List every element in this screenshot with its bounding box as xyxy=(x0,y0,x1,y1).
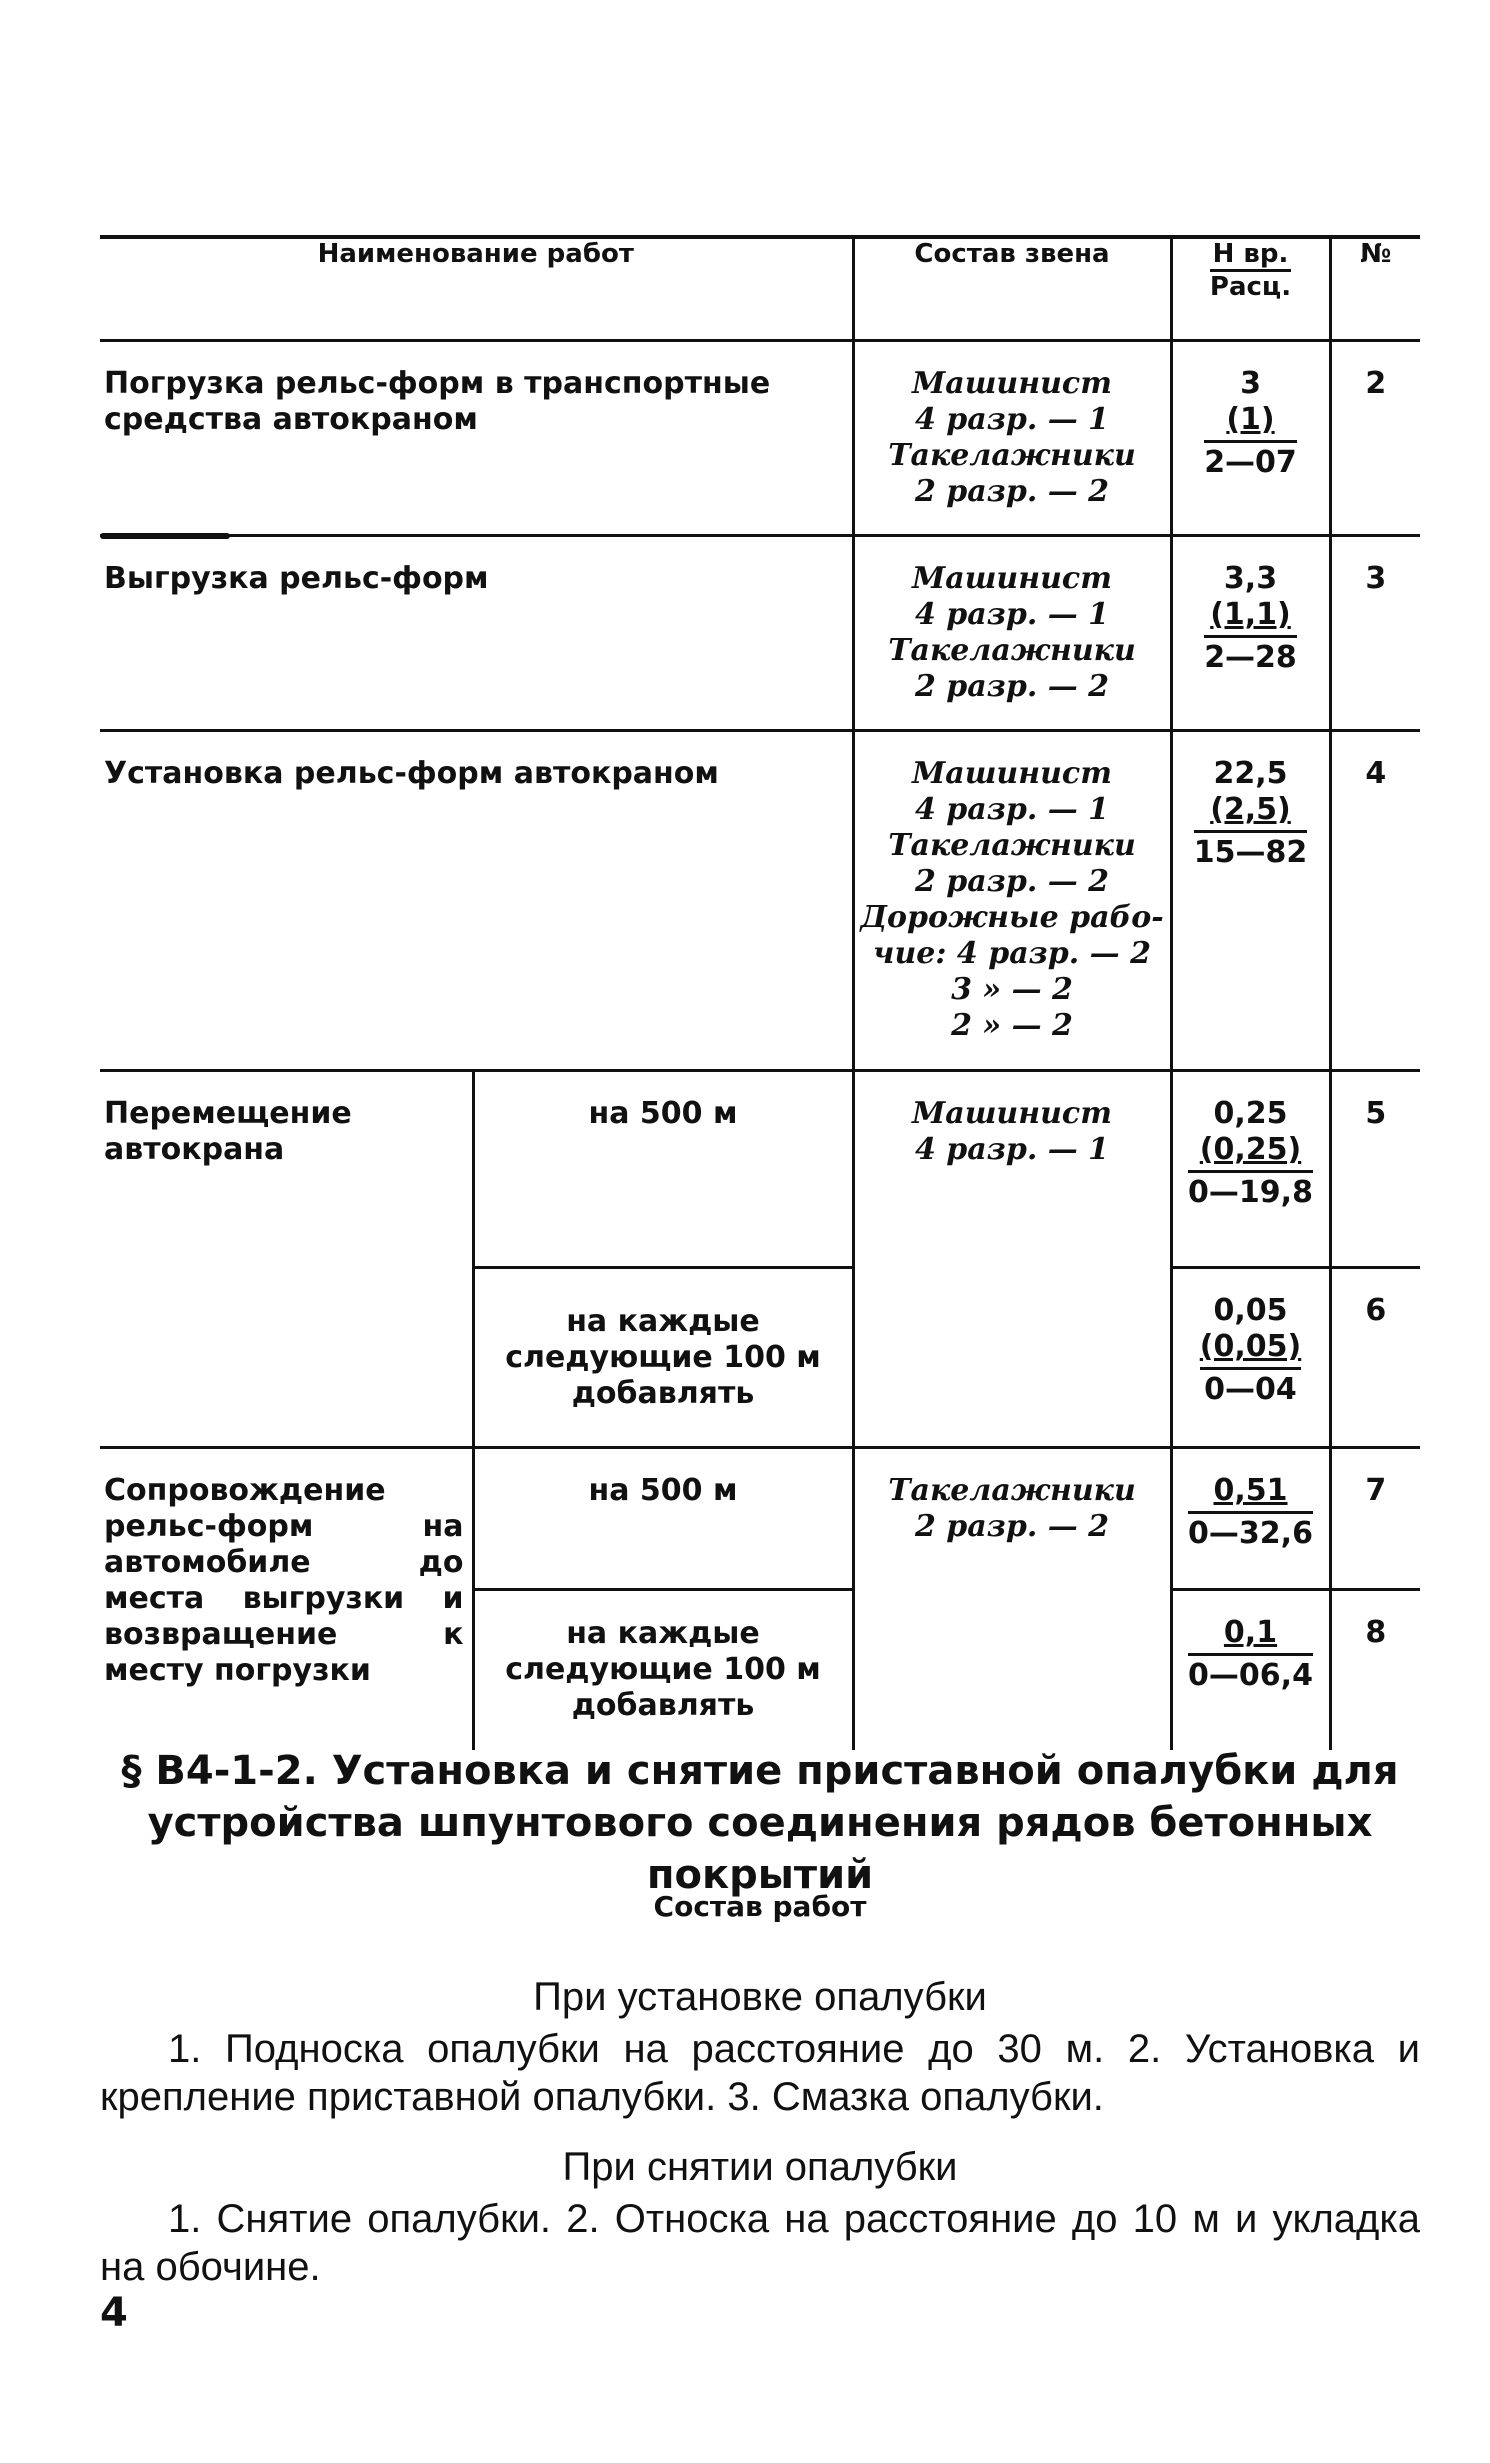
norm-machine-time: (1) xyxy=(1226,402,1275,437)
norm-time: 0,25 xyxy=(1213,1096,1288,1131)
crew-cell xyxy=(853,1448,1171,1750)
subrow-label: на 500 м xyxy=(473,1071,853,1268)
row-number: 6 xyxy=(1330,1268,1420,1448)
crew-cell xyxy=(853,731,1171,1071)
crew-line: Такелажники xyxy=(888,828,1136,863)
crew-line: 4 разр. — 1 xyxy=(914,1132,1110,1167)
norms-table xyxy=(100,235,1420,1750)
norm-time: 0,51 xyxy=(1213,1473,1288,1508)
norm-time: 22,5 xyxy=(1213,756,1288,791)
crew-line: 2 разр. — 2 xyxy=(914,669,1110,704)
norm-cell xyxy=(1171,1448,1330,1590)
header-norm-rate: Расц. xyxy=(1209,272,1292,302)
norm-rate: 0—04 xyxy=(1204,1372,1297,1407)
norm-time: 3,3 xyxy=(1223,561,1278,596)
subrow-label xyxy=(473,1590,853,1750)
table-row xyxy=(100,341,1420,536)
crew-cell xyxy=(853,341,1171,536)
table-header-row xyxy=(100,237,1420,341)
header-norm xyxy=(1171,237,1330,341)
norm-cell xyxy=(1171,536,1330,731)
norm-machine-time: (2,5) xyxy=(1210,792,1291,827)
norm-time: 3 xyxy=(1240,366,1261,401)
norm-rate: 0—32,6 xyxy=(1188,1516,1313,1551)
section-subtitle: Состав работ xyxy=(653,1890,867,1923)
work-name: Перемещение автокрана xyxy=(100,1071,473,1448)
header-norm-time: Н вр. xyxy=(1210,239,1291,272)
subrow-label xyxy=(473,1268,853,1448)
row-number: 2 xyxy=(1330,341,1420,536)
crew-line: 3 » — 2 xyxy=(951,972,1073,1007)
crew-line: Машинист xyxy=(912,756,1112,791)
header-crew: Состав звена xyxy=(853,237,1171,341)
table-row xyxy=(100,1448,1420,1590)
norm-cell xyxy=(1171,1071,1330,1268)
crew-line: 4 разр. — 1 xyxy=(914,402,1110,437)
header-number: № xyxy=(1330,237,1420,341)
crew-line: Машинист xyxy=(912,366,1112,401)
norm-cell xyxy=(1171,341,1330,536)
remove-heading: При снятии опалубки xyxy=(562,2145,958,2189)
crew-line: 4 разр. — 1 xyxy=(914,792,1110,827)
section-title: § В4-1-2. Установка и снятие приставной опалубки для устройства шпунтового соединения рядов бетонных покрытий xyxy=(121,1748,1399,1898)
remove-text: 1. Снятие опалубки. 2. Относка на расстояние до 10 м и укладка на обочине. xyxy=(100,2197,1420,2289)
norm-machine-time: (1,1) xyxy=(1210,597,1291,632)
subrow-label-text: на каждые следующие 100 м добавлять xyxy=(505,1616,821,1724)
crew-line: Машинист xyxy=(912,1096,1112,1131)
work-name: Установка рельс-форм автокраном xyxy=(100,731,853,1071)
norm-cell xyxy=(1171,1590,1330,1750)
work-name: Сопровождение рельс-форм на автомобиле до места выгрузки и возвращение к месту погрузки xyxy=(104,1473,464,1688)
norm-machine-time: (0,05) xyxy=(1199,1329,1302,1364)
crew-line: 2 разр. — 2 xyxy=(914,474,1110,509)
norm-rate: 15—82 xyxy=(1193,835,1308,870)
crew-line: Такелажники xyxy=(888,438,1136,473)
install-text: 1. Подноска опалубки на расстояние до 30 м. 2. Установка и крепление приставной опалубки. 3. Смазка опалубки. xyxy=(100,2027,1420,2119)
crew-line: 4 разр. — 1 xyxy=(914,597,1110,632)
norm-rate: 2—07 xyxy=(1204,445,1297,480)
crew-line: Такелажники xyxy=(888,633,1136,668)
scan-mark xyxy=(100,533,230,539)
crew-line: Машинист xyxy=(912,561,1112,596)
norm-rate: 0—06,4 xyxy=(1188,1658,1313,1693)
crew-line: чие: 4 разр. — 2 xyxy=(873,936,1151,971)
install-heading: При установке опалубки xyxy=(533,1975,987,2019)
subrow-label: на 500 м xyxy=(473,1448,853,1590)
row-number: 5 xyxy=(1330,1071,1420,1268)
norm-rate: 0—19,8 xyxy=(1188,1175,1313,1210)
table-row xyxy=(100,536,1420,731)
row-number: 3 xyxy=(1330,536,1420,731)
crew-line: 2 » — 2 xyxy=(951,1008,1073,1043)
work-name: Выгрузка рельс-форм xyxy=(100,536,853,731)
work-name: Погрузка рельс-форм в транспортные средства автокраном xyxy=(100,341,853,536)
norm-cell xyxy=(1171,1268,1330,1448)
norm-time: 0,1 xyxy=(1223,1615,1278,1650)
crew-line: 2 разр. — 2 xyxy=(914,864,1110,899)
page-number: 4 xyxy=(100,2290,128,2336)
row-number: 8 xyxy=(1330,1590,1420,1750)
crew-line: Такелажники xyxy=(888,1473,1136,1508)
norm-rate: 2—28 xyxy=(1204,640,1297,675)
header-work: Наименование работ xyxy=(100,237,853,341)
subrow-label-text: на каждые следующие 100 м добавлять xyxy=(505,1303,821,1411)
norm-cell xyxy=(1171,731,1330,1071)
table-row xyxy=(100,1071,1420,1268)
norm-machine-time: (0,25) xyxy=(1199,1132,1302,1167)
crew-cell xyxy=(853,536,1171,731)
norm-time: 0,05 xyxy=(1213,1293,1288,1328)
crew-line: 2 разр. — 2 xyxy=(914,1509,1110,1544)
row-number: 7 xyxy=(1330,1448,1420,1590)
crew-line: Дорожные рабо- xyxy=(860,900,1164,935)
table-row xyxy=(100,731,1420,1071)
crew-cell xyxy=(853,1071,1171,1448)
row-number: 4 xyxy=(1330,731,1420,1071)
